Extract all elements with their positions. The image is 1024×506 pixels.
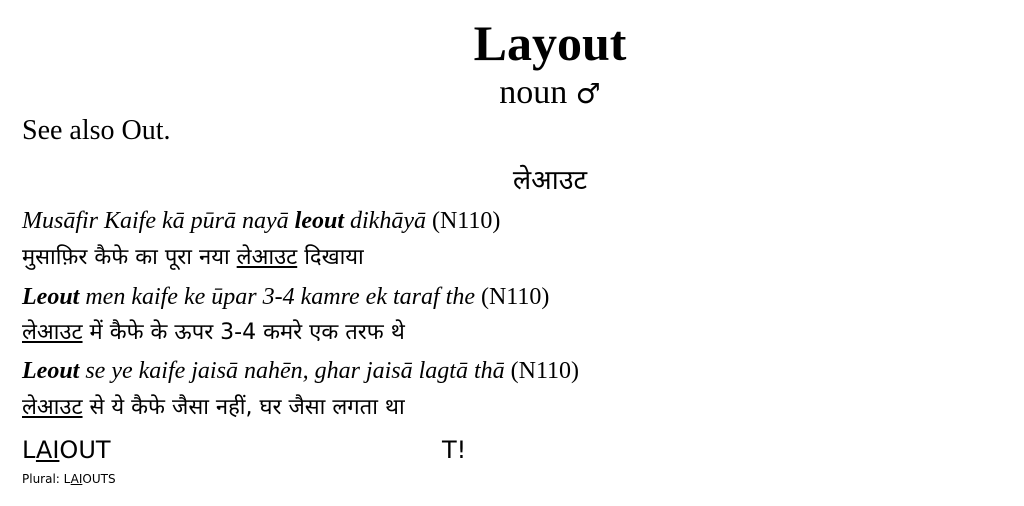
example-transliteration: Musāfir Kaife kā pūrā nayā leout dikhāyā (N110): [22, 208, 501, 234]
stressed-syllable: AI: [35, 436, 60, 464]
pronunciation-mark: T!: [442, 436, 467, 464]
example-keyword-devanagari: लेआउट: [22, 320, 83, 345]
example-keyword-devanagari: लेआउट: [22, 395, 83, 420]
see-also-note: See also Out.: [22, 115, 171, 146]
masculine-gender-icon: ♂: [575, 77, 601, 110]
example-devanagari: लेआउट में कैफे के ऊपर 3-4 कमरे एक तरफ थे: [22, 320, 405, 345]
example-devanagari: मुसाफ़िर कैफे का पूरा नया लेआउट दिखाया: [22, 245, 364, 270]
plural-stressed-syllable: AI: [70, 472, 83, 486]
headword: Layout: [473, 15, 627, 71]
example-devanagari: लेआउट से ये कैफे जैसा नहीं, घर जैसा लगता था: [22, 395, 405, 420]
example-source: (N110): [474, 284, 550, 310]
example-keyword: leout: [294, 208, 344, 234]
hindi-headword: लेआउट: [512, 165, 588, 196]
example-source: (N110): [425, 208, 501, 234]
example-keyword: Leout: [22, 358, 80, 384]
plural-form: Plural: LAIOUTS: [22, 472, 116, 486]
example-transliteration: Leout men kaife ke ūpar 3-4 kamre ek taraf the (N110): [22, 284, 550, 310]
pronunciation: LAIOUT: [22, 436, 111, 464]
example-transliteration: Leout se ye kaife jaisā nahēn, ghar jaisā lagtā thā (N110): [22, 358, 580, 384]
example-keyword: Leout: [22, 284, 80, 310]
example-keyword-devanagari: लेआउट: [236, 245, 298, 270]
pos-label: noun: [499, 74, 568, 111]
plural-label: Plural:: [22, 472, 60, 486]
part-of-speech: [0, 74, 1024, 112]
example-source: (N110): [504, 358, 580, 384]
